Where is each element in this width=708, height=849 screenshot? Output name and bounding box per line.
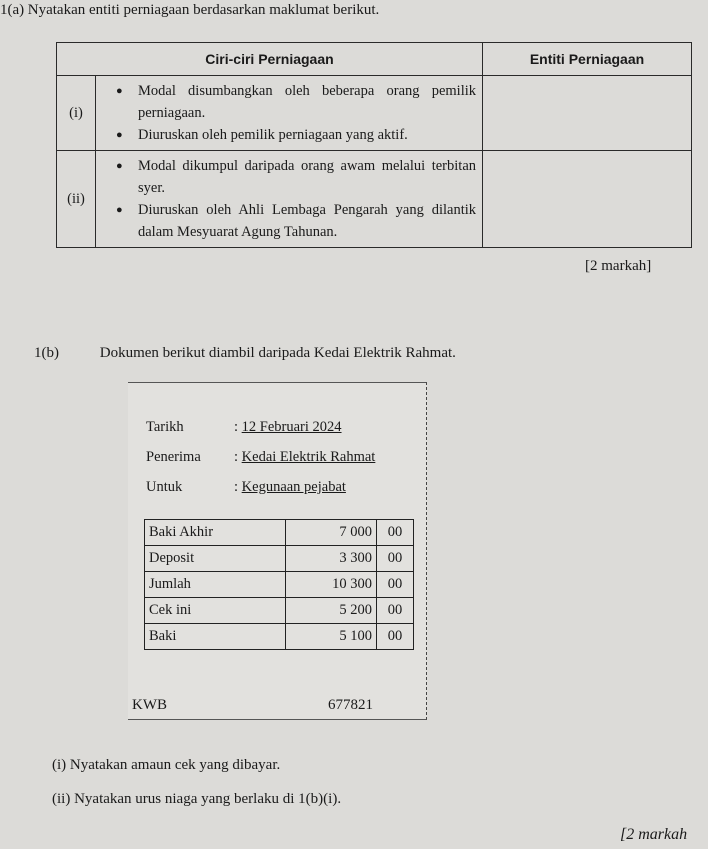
ledger-sen: 00 — [377, 546, 414, 572]
table-row — [145, 546, 414, 572]
list-item: ● Diuruskan oleh pemilik perniagaan yang aktif. — [106, 124, 476, 146]
cheque-butt-document — [128, 382, 427, 720]
marks-label: [2 markah — [620, 826, 688, 843]
business-entity-table — [56, 42, 692, 248]
field-sep: : — [234, 419, 239, 435]
table-row — [145, 598, 414, 624]
table-row — [57, 76, 692, 151]
field-value: Kedai Elektrik Rahmat — [241, 449, 376, 465]
table-row — [145, 624, 414, 650]
row-label: (ii) — [57, 151, 96, 248]
field-sep: : — [234, 479, 239, 495]
table-header-row — [57, 43, 692, 76]
ledger-ringgit: 3 300 — [286, 546, 377, 572]
ledger-label: Baki Akhir — [145, 520, 286, 546]
field-untuk — [146, 479, 346, 496]
table-row — [57, 151, 692, 248]
ledger-ringgit: 5 200 — [286, 598, 377, 624]
ledger-label: Jumlah — [145, 572, 286, 598]
ledger-ringgit: 5 100 — [286, 624, 377, 650]
row-label: (i) — [57, 76, 96, 151]
field-value: 12 Februari 2024 — [241, 419, 342, 435]
marks-label: [2 markah] — [585, 258, 652, 274]
list-item: ● Modal disumbangkan oleh beberapa orang pemilik perniagaan. — [106, 80, 476, 124]
answer-cell[interactable] — [483, 151, 692, 248]
field-tarikh — [146, 419, 342, 436]
ledger-ringgit: 10 300 — [286, 572, 377, 598]
list-item: ● Diuruskan oleh Ahli Lembaga Pengarah yang dilantik dalam Mesyuarat Agung Tahunan. — [106, 199, 476, 243]
field-key: Penerima — [146, 449, 201, 465]
field-key: Untuk — [146, 479, 183, 495]
ledger-sen: 00 — [377, 520, 414, 546]
ledger-ringgit: 7 000 — [286, 520, 377, 546]
question-text: Dokumen berikut diambil daripada Kedai Elektrik Rahmat. — [99, 345, 456, 361]
sub-question-i: (i) Nyatakan amaun cek yang dibayar. — [52, 757, 281, 773]
sub-question-ii: (ii) Nyatakan urus niaga yang berlaku di 1(b)(i). — [52, 791, 342, 807]
kwb-label: KWB — [132, 697, 167, 713]
ledger-sen: 00 — [377, 624, 414, 650]
row-characteristics — [96, 76, 483, 151]
row-characteristics — [96, 151, 483, 248]
ledger-sen: 00 — [377, 598, 414, 624]
question-1b — [34, 345, 456, 362]
header-entiti: Entiti Perniagaan — [483, 43, 692, 76]
table-row — [145, 520, 414, 546]
kwb-number: 677821 — [328, 697, 373, 713]
ledger-label: Deposit — [145, 546, 286, 572]
ledger-sen: 00 — [377, 572, 414, 598]
question-number: 1(a) — [0, 2, 25, 18]
ledger-label: Cek ini — [145, 598, 286, 624]
field-penerima — [146, 449, 375, 466]
question-1a — [0, 2, 379, 19]
ledger-table — [144, 519, 414, 650]
field-key: Tarikh — [146, 419, 184, 435]
ledger-label: Baki — [145, 624, 286, 650]
field-value: Kegunaan pejabat — [241, 479, 346, 495]
question-number: 1(b) — [34, 345, 59, 361]
question-text: Nyatakan entiti perniagaan berdasarkan maklumat berikut. — [27, 2, 380, 18]
table-row — [145, 572, 414, 598]
field-sep: : — [234, 449, 239, 465]
list-item: ● Modal dikumpul daripada orang awam melalui terbitan syer. — [106, 155, 476, 199]
answer-cell[interactable] — [483, 76, 692, 151]
header-ciri: Ciri-ciri Perniagaan — [57, 43, 483, 76]
